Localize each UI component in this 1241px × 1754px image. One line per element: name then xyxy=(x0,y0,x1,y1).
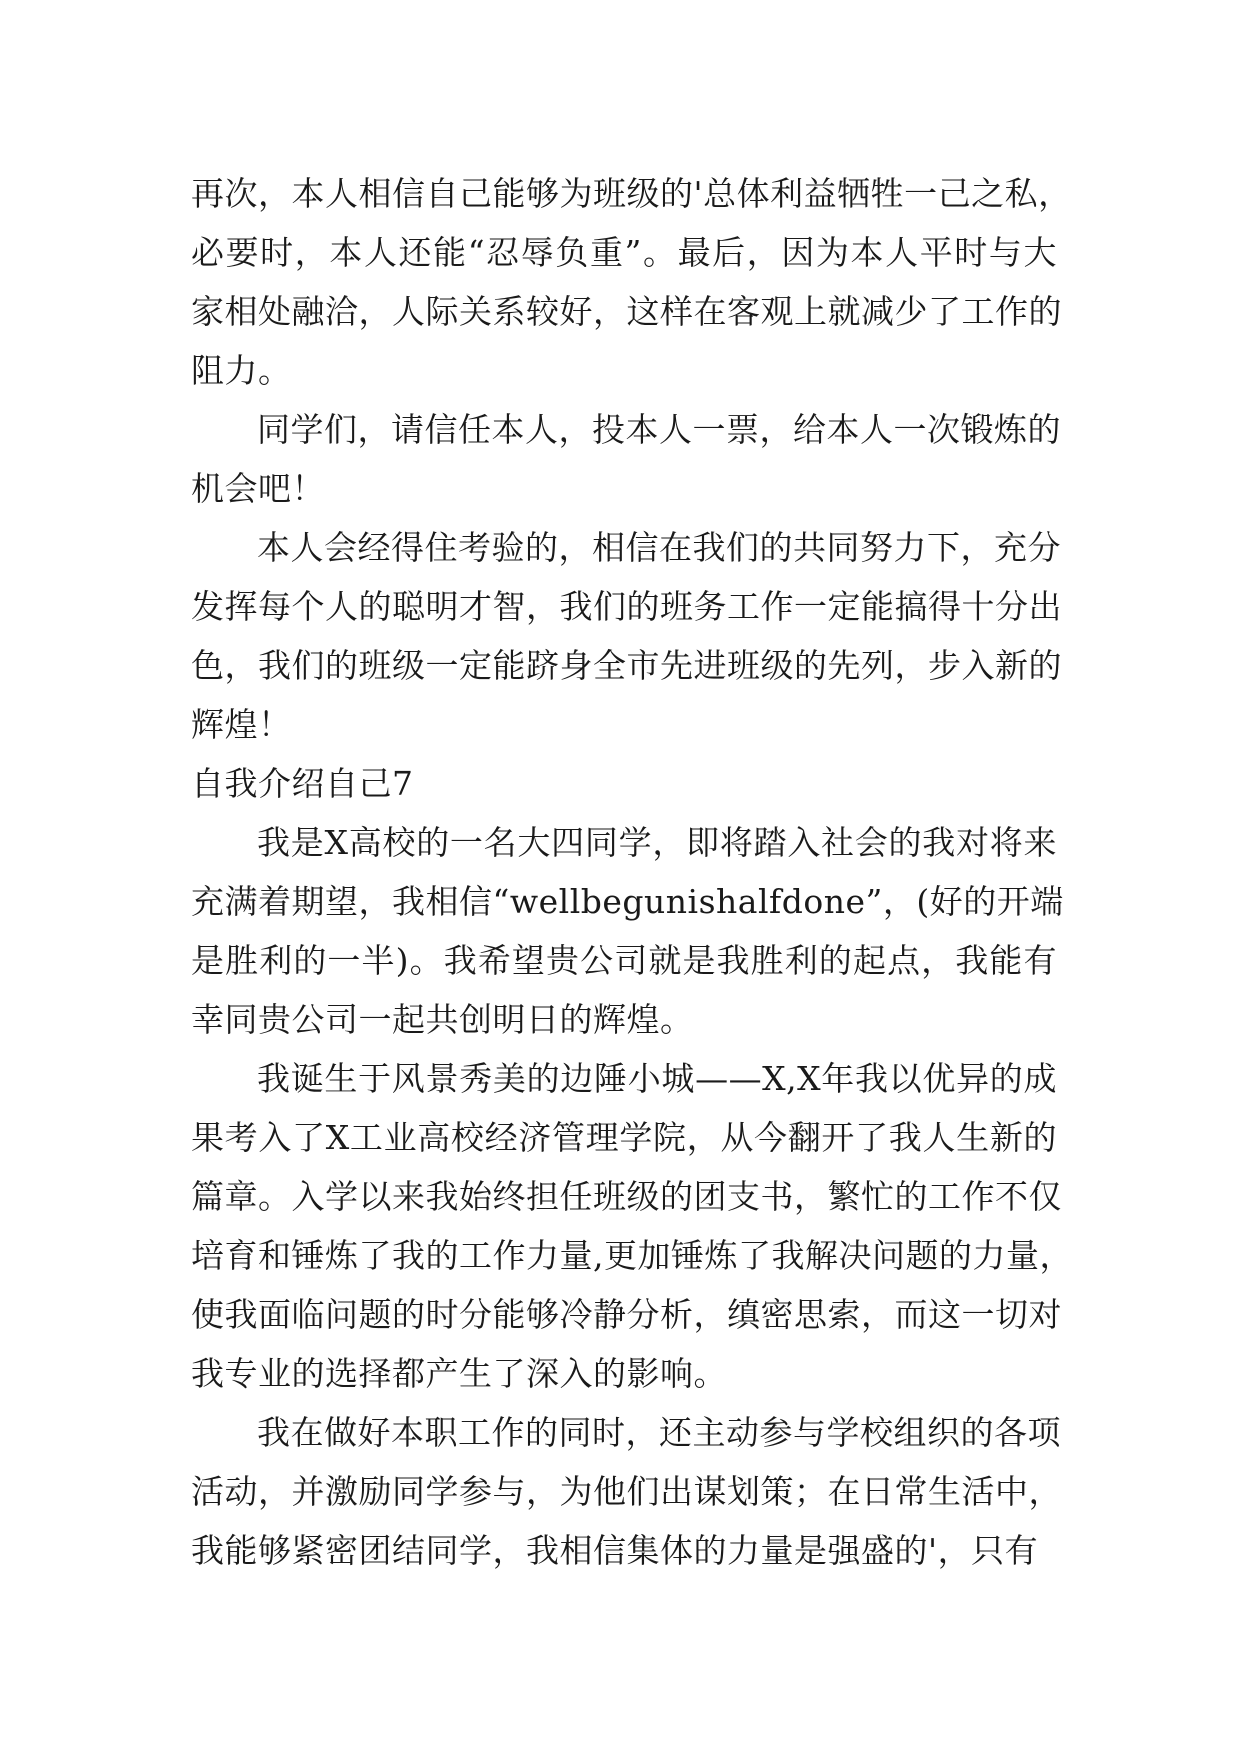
paragraph xyxy=(191,400,1061,518)
text-line: 机会吧！ xyxy=(191,469,325,508)
text-line: 我是X高校的一名大四同学，即将踏入社会的我对将来 xyxy=(257,823,1057,862)
text-line: 充满着期望，我相信“wellbegunishalfdone”，(好的开端 xyxy=(191,882,1064,921)
text-line: 再次，本人相信自己能够为班级的'总体利益牺牲一己之私， xyxy=(191,174,1072,213)
paragraph xyxy=(191,813,1064,1049)
text-line: 阻力。 xyxy=(191,351,292,390)
text-line: 色，我们的班级一定能跻身全市先进班级的先列，步入新的 xyxy=(191,646,1062,685)
text-line: 辉煌！ xyxy=(191,705,292,744)
text-line: 篇章。入学以来我始终担任班级的团支书，繁忙的工作不仅 xyxy=(191,1177,1062,1216)
paragraph xyxy=(191,1049,1073,1403)
text-line: 家相处融洽，人际关系较好，这样在客观上就减少了工作的 xyxy=(191,292,1062,331)
text-line: 必要时，本人还能“忍辱负重”。最后，因为本人平时与大 xyxy=(191,233,1057,272)
text-line: 我能够紧密团结同学，我相信集体的力量是强盛的'，只有 xyxy=(191,1531,1039,1570)
section-heading xyxy=(191,754,1057,813)
text-line: 幸同贵公司一起共创明日的辉煌。 xyxy=(191,1000,694,1039)
text-line: 培育和锤炼了我的工作力量,更加锤炼了我解决问题的力量， xyxy=(191,1236,1073,1275)
text-line: 本人会经得住考验的，相信在我们的共同努力下，充分 xyxy=(257,528,1061,567)
text-line: 我专业的选择都产生了深入的影响。 xyxy=(191,1354,727,1393)
document-page xyxy=(191,164,1073,1580)
paragraph xyxy=(191,1403,1062,1580)
text-line: 同学们，请信任本人，投本人一票，给本人一次锻炼的 xyxy=(257,410,1061,449)
text-line: 是胜利的一半)。我希望贵公司就是我胜利的起点，我能有 xyxy=(191,941,1057,980)
heading-text: 自我介绍自己7 xyxy=(191,764,414,803)
text-line: 活动，并激励同学参与，为他们出谋划策；在日常生活中， xyxy=(191,1472,1062,1511)
text-line: 发挥每个人的聪明才智，我们的班务工作一定能搞得十分出 xyxy=(191,587,1062,626)
paragraph xyxy=(191,164,1072,400)
paragraph xyxy=(191,518,1062,754)
text-line: 使我面临问题的时分能够冷静分析，缜密思索，而这一切对 xyxy=(191,1295,1062,1334)
text-line: 果考入了X工业高校经济管理学院，从今翻开了我人生新的 xyxy=(191,1118,1057,1157)
text-line: 我在做好本职工作的同时，还主动参与学校组织的各项 xyxy=(257,1413,1061,1452)
text-line: 我诞生于风景秀美的边陲小城——X,X年我以优异的成 xyxy=(257,1059,1057,1098)
